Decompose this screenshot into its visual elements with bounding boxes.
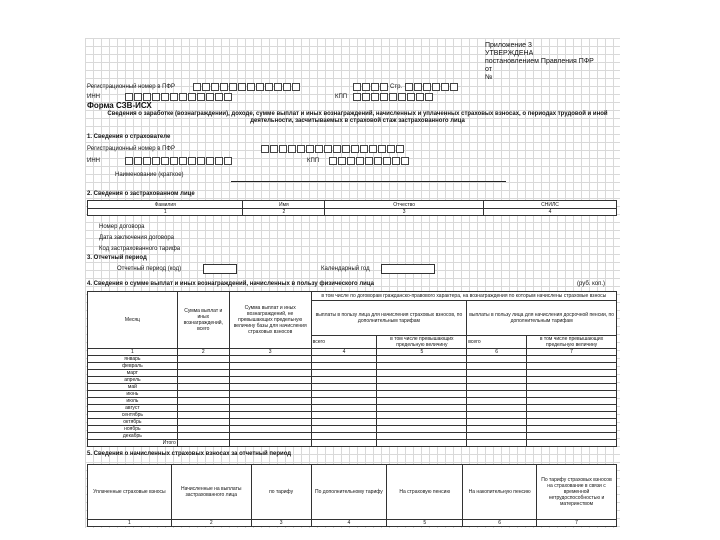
s5-col-number: 6 bbox=[463, 520, 537, 527]
month-label: июнь bbox=[88, 391, 178, 398]
amount-cell[interactable] bbox=[177, 398, 229, 405]
form-code: Форма СЗВ-ИСХ bbox=[87, 101, 152, 110]
amount-cell[interactable] bbox=[177, 412, 229, 419]
amount-cell[interactable] bbox=[467, 391, 527, 398]
amount-cell[interactable] bbox=[311, 377, 377, 384]
total-cell[interactable] bbox=[177, 440, 229, 447]
approval-line: Приложение 3 bbox=[485, 42, 532, 49]
section1-inn-label: ИНН bbox=[87, 158, 100, 164]
amount-cell[interactable] bbox=[177, 370, 229, 377]
s4-h-sub1: выплаты в пользу лица для начисления страховых взносов, по дополнительным тарифам bbox=[311, 301, 467, 336]
section2-col-number: 4 bbox=[484, 209, 617, 216]
section5-table bbox=[87, 464, 617, 527]
month-row bbox=[88, 433, 617, 440]
section2-col-number: 3 bbox=[325, 209, 484, 216]
section1-kpp-cells[interactable] bbox=[329, 157, 409, 165]
month-row bbox=[88, 391, 617, 398]
section3-title: 3. Отчетный период bbox=[87, 255, 147, 261]
approval-line: от bbox=[485, 66, 492, 73]
s5-col-header: Уплаченные страховые взносы bbox=[88, 465, 172, 520]
month-rows bbox=[88, 356, 617, 440]
amount-cell[interactable] bbox=[311, 391, 377, 398]
amount-cell[interactable] bbox=[311, 384, 377, 391]
top-kpp-cells[interactable] bbox=[353, 93, 433, 101]
s4-h-group: в том числе по договорам гражданско-правового характера, на вознаграждения по которым начислены страховые взносы bbox=[311, 292, 616, 301]
month-row bbox=[88, 419, 617, 426]
amount-cell[interactable] bbox=[229, 363, 311, 370]
amount-cell[interactable] bbox=[229, 377, 311, 384]
amount-cell[interactable] bbox=[229, 398, 311, 405]
amount-cell[interactable] bbox=[177, 377, 229, 384]
s4-col-number: 1 bbox=[88, 349, 178, 356]
calendar-year-input[interactable] bbox=[381, 264, 435, 274]
amount-cell[interactable] bbox=[377, 363, 467, 370]
month-label: декабрь bbox=[88, 433, 178, 440]
section4-unit: (руб. коп.) bbox=[577, 281, 606, 287]
amount-cell[interactable] bbox=[377, 412, 467, 419]
amount-cell[interactable] bbox=[467, 412, 527, 419]
section2-col-header: Отчество bbox=[325, 201, 484, 209]
s4-h-over1: в том числе превышающих предельную величину bbox=[377, 336, 467, 349]
month-label: октябрь bbox=[88, 419, 178, 426]
amount-cell[interactable] bbox=[177, 356, 229, 363]
top-page-cells[interactable] bbox=[353, 83, 388, 91]
form-sheet bbox=[85, 38, 620, 528]
amount-cell[interactable] bbox=[229, 433, 311, 440]
section1-name-label: Наименование (краткое) bbox=[115, 172, 184, 178]
amount-cell[interactable] bbox=[527, 405, 617, 412]
section2-col-header: Имя bbox=[243, 201, 325, 209]
amount-cell[interactable] bbox=[311, 412, 377, 419]
s5-col-number: 7 bbox=[537, 520, 617, 527]
month-label: май bbox=[88, 384, 178, 391]
amount-cell[interactable] bbox=[177, 363, 229, 370]
amount-cell[interactable] bbox=[229, 426, 311, 433]
amount-cell[interactable] bbox=[377, 384, 467, 391]
amount-cell[interactable] bbox=[467, 356, 527, 363]
s4-h-sub2: выплаты в пользу лица для начисления досрочной пенсии, по дополнительным тарифам bbox=[467, 301, 617, 336]
month-label: ноябрь bbox=[88, 426, 178, 433]
amount-cell[interactable] bbox=[177, 419, 229, 426]
amount-cell[interactable] bbox=[467, 363, 527, 370]
total-cell[interactable] bbox=[229, 440, 311, 447]
total-cell[interactable] bbox=[467, 440, 527, 447]
amount-cell[interactable] bbox=[177, 433, 229, 440]
amount-cell[interactable] bbox=[377, 426, 467, 433]
section2-col-header: СНИЛС bbox=[484, 201, 617, 209]
month-row bbox=[88, 363, 617, 370]
amount-cell[interactable] bbox=[377, 398, 467, 405]
month-row bbox=[88, 370, 617, 377]
calendar-year-label: Календарный год bbox=[321, 266, 370, 272]
top-reg-label: Регистрационный номер в ПФР bbox=[87, 84, 175, 90]
month-row bbox=[88, 412, 617, 419]
amount-cell[interactable] bbox=[311, 405, 377, 412]
amount-cell[interactable] bbox=[177, 391, 229, 398]
amount-cell[interactable] bbox=[377, 419, 467, 426]
amount-cell[interactable] bbox=[377, 391, 467, 398]
amount-cell[interactable] bbox=[177, 384, 229, 391]
s5-col-number: 2 bbox=[171, 520, 251, 527]
total-cell[interactable] bbox=[527, 440, 617, 447]
approval-line: УТВЕРЖДЕНА bbox=[485, 50, 534, 57]
month-label: март bbox=[88, 370, 178, 377]
amount-cell[interactable] bbox=[467, 384, 527, 391]
section2-table bbox=[87, 200, 617, 216]
amount-cell[interactable] bbox=[311, 398, 377, 405]
month-label: август bbox=[88, 405, 178, 412]
s5-col-number: 3 bbox=[251, 520, 311, 527]
month-label: апрель bbox=[88, 377, 178, 384]
top-kpp-label: КПП bbox=[335, 94, 348, 100]
amount-cell[interactable] bbox=[177, 426, 229, 433]
s4-h-all1: всего bbox=[311, 336, 377, 349]
amount-cell[interactable] bbox=[527, 363, 617, 370]
s4-col-number: 2 bbox=[177, 349, 229, 356]
amount-cell[interactable] bbox=[229, 356, 311, 363]
month-label: сентябрь bbox=[88, 412, 178, 419]
amount-cell[interactable] bbox=[527, 419, 617, 426]
top-page-number-cells[interactable] bbox=[405, 83, 458, 91]
month-row bbox=[88, 426, 617, 433]
amount-cell[interactable] bbox=[467, 398, 527, 405]
amount-cell[interactable] bbox=[467, 377, 527, 384]
section1-title: 1. Сведения о страхователе bbox=[87, 134, 171, 140]
s4-col-number: 5 bbox=[377, 349, 467, 356]
approval-block bbox=[485, 42, 618, 82]
s5-col-header: На накопительную пенсию bbox=[463, 465, 537, 520]
section4-title: 4. Сведения о сумме выплат и иных вознаграждений, начисленных в пользу физического лица bbox=[87, 281, 374, 287]
amount-cell[interactable] bbox=[377, 356, 467, 363]
s5-col-header: Начисленные на выплаты застрахованного лица bbox=[171, 465, 251, 520]
s4-h-all2: всего bbox=[467, 336, 527, 349]
s5-col-header: по тарифу bbox=[251, 465, 311, 520]
month-row bbox=[88, 356, 617, 363]
section2-col-number: 2 bbox=[243, 209, 325, 216]
amount-cell[interactable] bbox=[229, 391, 311, 398]
amount-cell[interactable] bbox=[467, 419, 527, 426]
month-row bbox=[88, 398, 617, 405]
amount-cell[interactable] bbox=[229, 412, 311, 419]
amount-cell[interactable] bbox=[467, 370, 527, 377]
month-row bbox=[88, 405, 617, 412]
tariff-code-label: Код застрахованного тарифа bbox=[99, 246, 181, 252]
month-label: февраль bbox=[88, 363, 178, 370]
amount-cell[interactable] bbox=[527, 412, 617, 419]
total-cell[interactable] bbox=[311, 440, 377, 447]
total-cell[interactable] bbox=[377, 440, 467, 447]
top-inn-label: ИНН bbox=[87, 94, 100, 100]
amount-cell[interactable] bbox=[467, 433, 527, 440]
approval-line: постановлением Правления ПФР bbox=[485, 58, 594, 65]
s4-col-number: 4 bbox=[311, 349, 377, 356]
amount-cell[interactable] bbox=[527, 384, 617, 391]
s5-col-header: На страховую пенсию bbox=[387, 465, 463, 520]
section5-title: 5. Сведения о начисленных страховых взносах за отчетный период bbox=[87, 451, 292, 457]
amount-cell[interactable] bbox=[311, 419, 377, 426]
section1-inn-cells[interactable] bbox=[125, 157, 232, 165]
amount-cell[interactable] bbox=[467, 426, 527, 433]
section2-col-number: 1 bbox=[88, 209, 243, 216]
s5-col-number: 5 bbox=[387, 520, 463, 527]
section1-name-line[interactable] bbox=[231, 181, 506, 182]
period-code-label: Отчетный период (код) bbox=[117, 266, 182, 272]
period-code-input[interactable] bbox=[203, 264, 237, 274]
amount-cell[interactable] bbox=[177, 405, 229, 412]
contract-date-label: Дата заключения договора bbox=[99, 235, 175, 241]
s4-col-number: 3 bbox=[229, 349, 311, 356]
month-row bbox=[88, 377, 617, 384]
amount-cell[interactable] bbox=[377, 405, 467, 412]
amount-cell[interactable] bbox=[527, 433, 617, 440]
s4-h-over2: в том числе превышающих предельную величину bbox=[527, 336, 617, 349]
amount-cell[interactable] bbox=[229, 384, 311, 391]
s4-h-base: Сумма выплат и иных вознаграждений, не превышающих предельную величину базы для начисления страховых взносов bbox=[229, 292, 311, 349]
amount-cell[interactable] bbox=[311, 426, 377, 433]
top-inn-cells[interactable] bbox=[125, 93, 232, 101]
top-reg-cells[interactable] bbox=[193, 83, 300, 91]
s5-col-header: По тарифу страховых взносов на страхование в связи с временной нетрудоспособностью и материнством bbox=[537, 465, 617, 520]
s4-h-total: Сумма выплат и иных вознаграждений, всего bbox=[177, 292, 229, 349]
amount-cell[interactable] bbox=[229, 370, 311, 377]
amount-cell[interactable] bbox=[311, 370, 377, 377]
amount-cell[interactable] bbox=[527, 356, 617, 363]
form-title: Сведения о заработке (вознаграждении), доходе, сумме выплат и иных вознаграждений, начисленных и уплаченных страховых взносах, о периодах трудовой и иной деятельности, засчитываемых в страховой стаж застрахованного лица bbox=[107, 111, 608, 124]
contract-number-label: Номер договора bbox=[99, 224, 145, 230]
approval-line: № bbox=[485, 74, 493, 81]
month-row bbox=[88, 384, 617, 391]
month-label: июль bbox=[88, 398, 178, 405]
section1-kpp-label: КПП bbox=[307, 158, 320, 164]
s5-col-number: 4 bbox=[311, 520, 387, 527]
s5-col-header: По дополнительному тарифу bbox=[311, 465, 387, 520]
amount-cell[interactable] bbox=[527, 391, 617, 398]
s4-h-month: Месяц bbox=[88, 292, 178, 349]
section1-reg-cells[interactable] bbox=[261, 145, 404, 153]
amount-cell[interactable] bbox=[229, 405, 311, 412]
month-label: январь bbox=[88, 356, 178, 363]
s4-col-number: 7 bbox=[527, 349, 617, 356]
amount-cell[interactable] bbox=[377, 377, 467, 384]
section1-reg-label: Регистрационный номер в ПФР bbox=[87, 146, 175, 152]
amount-cell[interactable] bbox=[527, 370, 617, 377]
amount-cell[interactable] bbox=[311, 356, 377, 363]
amount-cell[interactable] bbox=[229, 419, 311, 426]
section2-title: 2. Сведения о застрахованном лице bbox=[87, 191, 195, 197]
amount-cell[interactable] bbox=[527, 426, 617, 433]
section2-col-header: Фамилия bbox=[88, 201, 243, 209]
amount-cell[interactable] bbox=[311, 433, 377, 440]
top-page-label: Стр. bbox=[390, 84, 403, 90]
amount-cell[interactable] bbox=[527, 377, 617, 384]
amount-cell[interactable] bbox=[527, 398, 617, 405]
s5-col-number: 1 bbox=[88, 520, 172, 527]
total-row-label: Итого bbox=[88, 440, 178, 447]
amount-cell[interactable] bbox=[377, 370, 467, 377]
amount-cell[interactable] bbox=[467, 405, 527, 412]
amount-cell[interactable] bbox=[377, 433, 467, 440]
section4-table bbox=[87, 291, 617, 447]
amount-cell[interactable] bbox=[311, 363, 377, 370]
s4-col-number: 6 bbox=[467, 349, 527, 356]
